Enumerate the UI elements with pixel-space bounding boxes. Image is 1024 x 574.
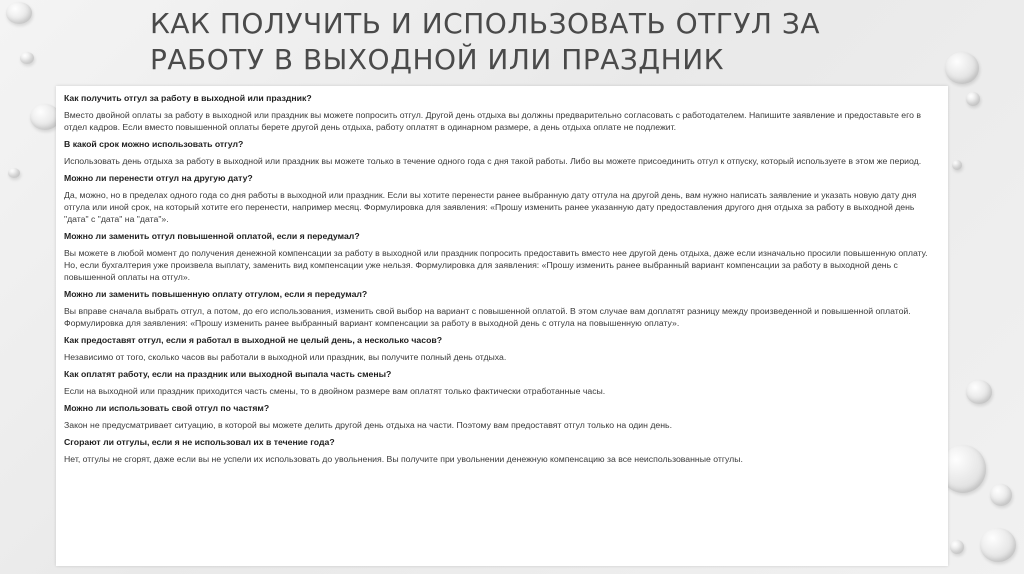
faq-question: Как предоставят отгул, если я работал в выходной не целый день, а несколько часов?: [64, 335, 443, 345]
faq-question: Можно ли заменить повышенную оплату отгулом, если я передумал?: [64, 289, 368, 299]
water-drop-decoration: [980, 528, 1016, 562]
water-drop-decoration: [20, 52, 34, 64]
faq-answer: Независимо от того, сколько часов вы работали в выходной или праздник, вы получите полный день отдыха.: [64, 352, 507, 362]
water-drop-decoration: [8, 168, 20, 178]
faq-answer: Нет, отгулы не сгорят, даже если вы не успели их использовать до увольнения. Вы получите при увольнении денежную компенсацию за все неиспользованные отгулы.: [64, 454, 743, 464]
faq-item: [64, 230, 940, 283]
water-drop-decoration: [990, 484, 1012, 506]
water-drop-decoration: [966, 380, 992, 404]
faq-question: Сгорают ли отгулы, если я не использовал их в течение года?: [64, 437, 335, 447]
faq-answer: Вместо двойной оплаты за работу в выходной или праздник вы можете попросить отгул. Другой день отдыха вы должны предварительно согласовать с работодателем. Напишите заявление и предоставьте его в отдел кадров. Если вместо повышенной оплаты берете другой день отдыха, работу оплатят в одинарном размере, а день отдыха оплате не подлежит.: [64, 110, 921, 132]
faq-item: [64, 436, 940, 465]
faq-item: [64, 92, 940, 133]
faq-item: [64, 334, 940, 363]
water-drop-decoration: [950, 540, 964, 554]
faq-answer: Если на выходной или праздник приходится часть смены, то в двойном размере вам оплатят только фактически отработанные часы.: [64, 386, 606, 396]
water-drop-decoration: [952, 160, 962, 170]
slide-title: КАК ПОЛУЧИТЬ И ИСПОЛЬЗОВАТЬ ОТГУЛ ЗА РАБОТУ В ВЫХОДНОЙ ИЛИ ПРАЗДНИК: [150, 7, 820, 76]
water-drop-decoration: [945, 52, 979, 84]
water-drop-decoration: [6, 2, 32, 24]
faq-answer: Вы можете в любой момент до получения денежной компенсации за работу в выходной или праздник попросить предоставить вместо нее другой день отдыха, даже если изначально просили повышенную оплату. Но, если бухгалтерия уже произвела выплату, заменить вид компенсации уже нельзя. Формулировка для заявления: «Прошу изменить ранее выбранный вариант компенсации за работу в выходной день с повышенной оплаты на отгул».: [64, 248, 928, 282]
faq-question: Как оплатят работу, если на праздник или выходной выпала часть смены?: [64, 369, 392, 379]
faq-question: Можно ли использовать свой отгул по частям?: [64, 403, 270, 413]
faq-item: [64, 138, 940, 167]
faq-question: Можно ли заменить отгул повышенной оплатой, если я передумал?: [64, 231, 360, 241]
faq-item: [64, 368, 940, 397]
faq-item: [64, 172, 940, 225]
faq-question: В какой срок можно использовать отгул?: [64, 139, 244, 149]
faq-item: [64, 288, 940, 329]
document-panel: [56, 86, 948, 566]
faq-question: Как получить отгул за работу в выходной или праздник?: [64, 93, 312, 103]
faq-answer: Закон не предусматривает ситуацию, в которой вы можете делить другой день отдыха на части. Поэтому вам предоставят отгул только на один день.: [64, 420, 672, 430]
faq-item: [64, 402, 940, 431]
faq-answer: Да, можно, но в пределах одного года со дня работы в выходной или праздник. Если вы хотите перенести ранее выбранную дату отгула на другой день, вам нужно написать заявление и указать новую дату дня отгула или иной срок, на который хотите его перенести, например месяц. Формулировка для заявления: «Прошу изменить ранее указанную дату предоставления другого дня отдыха за работу в выходной день "дата" с "дата" на "дата"».: [64, 190, 917, 224]
faq-answer: Вы вправе сначала выбрать отгул, а потом, до его использования, изменить свой выбор на вариант с повышенной оплатой. В этом случае вам доплатят разницу между произведенной и повышенной оплатой. Формулировка для заявления: «Прошу изменить ранее выбранный вариант компенсации за работу в выходной день с отгула на повышенную оплату».: [64, 306, 911, 328]
faq-answer: Использовать день отдыха за работу в выходной или праздник вы можете только в течение одного года с дня такой работы. Либо вы можете присоединить отгул к отпуску, который используете в этом же период.: [64, 156, 922, 166]
water-drop-decoration: [966, 92, 980, 106]
faq-question: Можно ли перенести отгул на другую дату?: [64, 173, 253, 183]
